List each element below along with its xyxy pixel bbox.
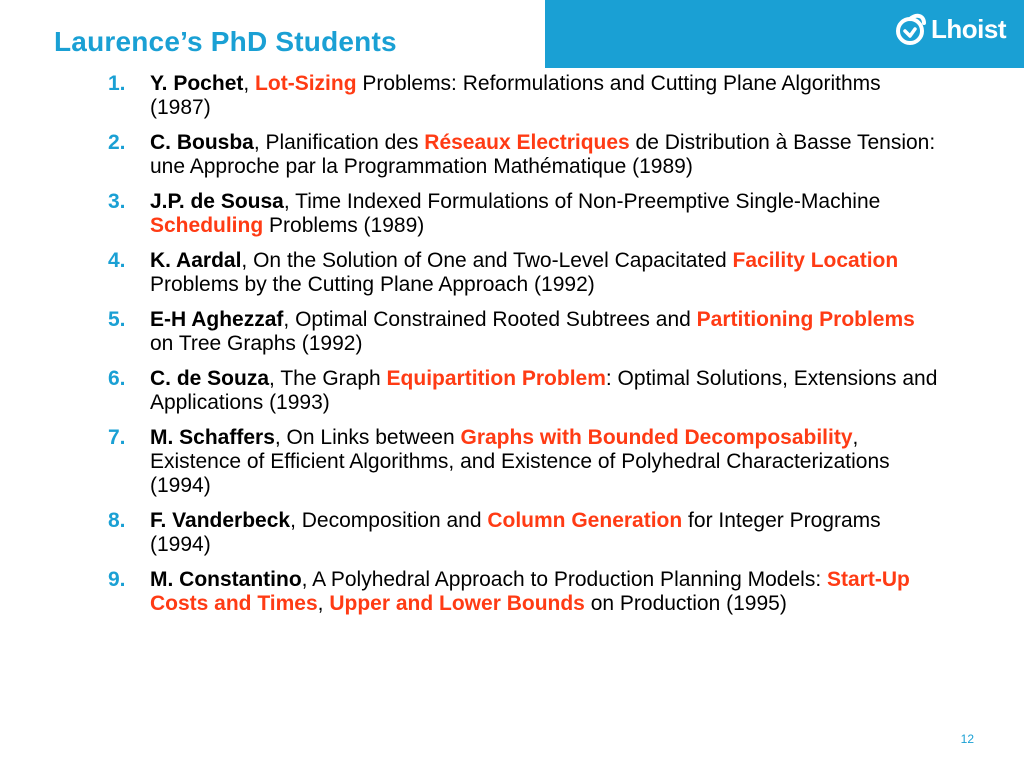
list-item (108, 190, 938, 238)
thesis-text: Problems by the Cutting Plane Approach (1992) (150, 273, 595, 296)
list-item (108, 72, 938, 120)
thesis-text: de Distribution à Basse Tension: une Approche par la Programmation Mathématique (1989) (150, 131, 936, 178)
slide-title: Laurence’s PhD Students (54, 26, 397, 57)
item-number: 8. (108, 509, 126, 532)
item-text (150, 131, 938, 179)
thesis-text: , (243, 72, 256, 95)
thesis-text: , Decomposition and (290, 509, 488, 532)
thesis-text: , On Links between (274, 426, 461, 449)
item-text (150, 308, 938, 356)
student-name: C. de Souza (150, 367, 270, 390)
highlight-topic: Start-Up Costs and Times (150, 568, 910, 615)
item-text (150, 509, 938, 557)
thesis-text: : Optimal Solutions, Extensions and Applications (1993) (150, 367, 938, 414)
list-item (108, 249, 938, 297)
thesis-text: Problems (1989) (263, 214, 425, 237)
thesis-text: Problems: Reformulations and Cutting Plane Algorithms (1987) (150, 72, 881, 119)
list-item (108, 367, 938, 415)
item-number: 2. (108, 131, 126, 154)
list-item (108, 131, 938, 179)
item-text (150, 72, 938, 120)
student-name: F. Vanderbeck (150, 509, 291, 532)
highlight-topic: Equipartition Problem (386, 367, 606, 390)
list-item (108, 568, 938, 616)
highlight-topic: Lot-Sizing (255, 72, 357, 95)
highlight-topic: Column Generation (487, 509, 683, 532)
thesis-text: on Tree Graphs (1992) (150, 332, 363, 355)
student-name: M. Constantino (150, 568, 302, 591)
list-item (108, 426, 938, 498)
logo-text: Lhoist (931, 13, 1006, 44)
lhoist-swirl-icon (893, 12, 927, 46)
item-text (150, 426, 938, 498)
list-item (108, 308, 938, 356)
item-number: 4. (108, 249, 126, 272)
page-number: 12 (960, 732, 974, 746)
item-number: 1. (108, 72, 126, 95)
student-name: K. Aardal (150, 249, 242, 272)
item-text (150, 568, 938, 616)
student-list (108, 72, 938, 627)
logo-band (545, 0, 1024, 68)
highlight-topic: Scheduling (150, 214, 264, 237)
student-name: E-H Aghezzaf (150, 308, 284, 331)
item-number: 6. (108, 367, 126, 390)
item-number: 7. (108, 426, 126, 449)
student-name: M. Schaffers (150, 426, 275, 449)
item-number: 3. (108, 190, 126, 213)
highlight-topic: Graphs with Bounded Decomposability (460, 426, 853, 449)
item-number: 9. (108, 568, 126, 591)
item-text (150, 190, 938, 238)
item-text (150, 249, 938, 297)
thesis-text: for Integer Programs (1994) (150, 509, 881, 556)
student-name: C. Bousba (150, 131, 254, 154)
list-item (108, 509, 938, 557)
thesis-text: , The Graph (269, 367, 387, 390)
thesis-text: on Production (1995) (584, 592, 787, 615)
student-name: J.P. de Sousa (150, 190, 284, 213)
thesis-text: , A Polyhedral Approach to Production Planning Models: (301, 568, 827, 591)
thesis-text: , Planification des (253, 131, 425, 154)
thesis-text: , On the Solution of One and Two-Level Capacitated (241, 249, 733, 272)
item-number: 5. (108, 308, 126, 331)
thesis-text: , (317, 592, 330, 615)
item-text (150, 367, 938, 415)
highlight-topic: Facility Location (732, 249, 899, 272)
student-name: Y. Pochet (150, 72, 244, 95)
thesis-text: , Optimal Constrained Rooted Subtrees and (283, 308, 697, 331)
lhoist-logo (893, 12, 1006, 46)
thesis-text: , Time Indexed Formulations of Non-Preemptive Single-Machine (283, 190, 881, 213)
highlight-topic: Upper and Lower Bounds (329, 592, 585, 615)
highlight-topic: Réseaux Electriques (424, 131, 630, 154)
highlight-topic: Partitioning Problems (696, 308, 915, 331)
thesis-text: , Existence of Efficient Algorithms, and Existence of Polyhedral Characterizations (1994) (150, 426, 890, 497)
